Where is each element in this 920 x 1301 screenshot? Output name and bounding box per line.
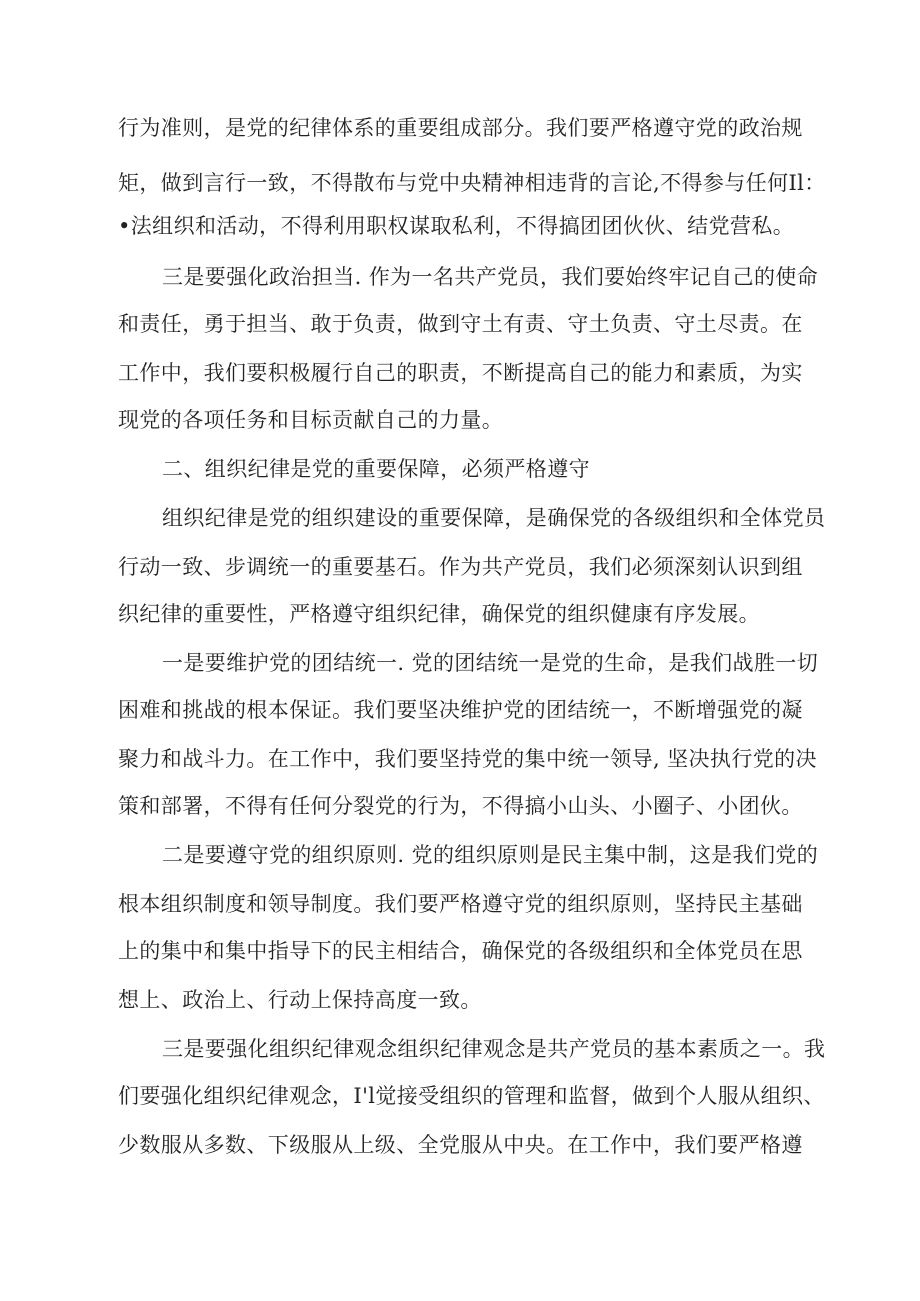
- paragraph-first-line: 三是要强化组织纪律观念组织纪律观念是共产党员的基本素质之一。我: [162, 1037, 826, 1061]
- body-text-line: •法组织和活动，不得利用职权谋取私利，不得搞团团伙伙、结党营私。: [118, 214, 795, 238]
- body-text-line: 矩，做到言行一致，不得散布与党中央精神相违背的言论,不得参与任何Il：: [118, 171, 826, 195]
- body-text-line: 少数服从多数、下级服从上级、全党服从中央。在工作中，我们要严格遵: [118, 1133, 803, 1157]
- body-text-line: 和责任，勇于担当、敢于负责，做到守土有责、守土负责、守土尽责。在: [118, 312, 803, 336]
- paragraph-first-line: 二是要遵守党的组织原则. 党的组织原则是民主集中制，这是我们党的: [162, 843, 819, 867]
- body-text-line: 上的集中和集中指导下的民主相结合，确保党的各级组织和全体党员在思: [118, 939, 803, 963]
- body-text-line: 策和部署，不得有任何分裂党的行为，不得搞小山头、小圈子、小团伙。: [118, 794, 803, 818]
- paragraph-first-line: 一是要维护党的团结统一. 党的团结统一是党的生命，是我们战胜一切: [162, 651, 819, 675]
- body-text-line: 们要强化组织纪律观念，I'l觉接受组织的管理和监督，做到个人服从组织、: [118, 1084, 825, 1108]
- body-text-line: 聚力和战斗力。在工作中，我们要坚持党的集中统一领导, 坚决执行党的决: [118, 747, 817, 771]
- section-heading: 二、组织纪律是党的重要保障，必须严格遵守: [162, 457, 590, 481]
- body-text-line: 织纪律的重要性，严格遵守组织纪律，确保党的组织健康有序发展。: [118, 602, 760, 626]
- paragraph-first-line: 三是要强化政治担当. 作为一名共产党员，我们要始终牢记自己的使命: [162, 265, 819, 289]
- body-text-line: 行动一致、步调统一的重要基石。作为共产党员，我们必须深刻认识到组: [118, 555, 803, 579]
- body-text-line: 想上、政治上、行动上保持高度一致。: [118, 988, 482, 1012]
- body-text-line: 行为准则，是党的纪律体系的重要组成部分。我们要严格遵守党的政治规: [118, 116, 803, 140]
- body-text-line: 困难和挑战的根本保证。我们要坚决维护党的团结统一，不断增强党的凝: [118, 698, 803, 722]
- body-text-line: 工作中，我们要积极履行自己的职责，不断提高自己的能力和素质，为实: [118, 361, 803, 385]
- paragraph-first-line: 组织纪律是党的组织建设的重要保障，是确保党的各级组织和全体党员: [162, 506, 826, 530]
- body-text-line: 根本组织制度和领导制度。我们要严格遵守党的组织原则，坚持民主基础: [118, 892, 803, 916]
- body-text-line: 现党的各项任务和目标贡献自己的力量。: [118, 408, 504, 432]
